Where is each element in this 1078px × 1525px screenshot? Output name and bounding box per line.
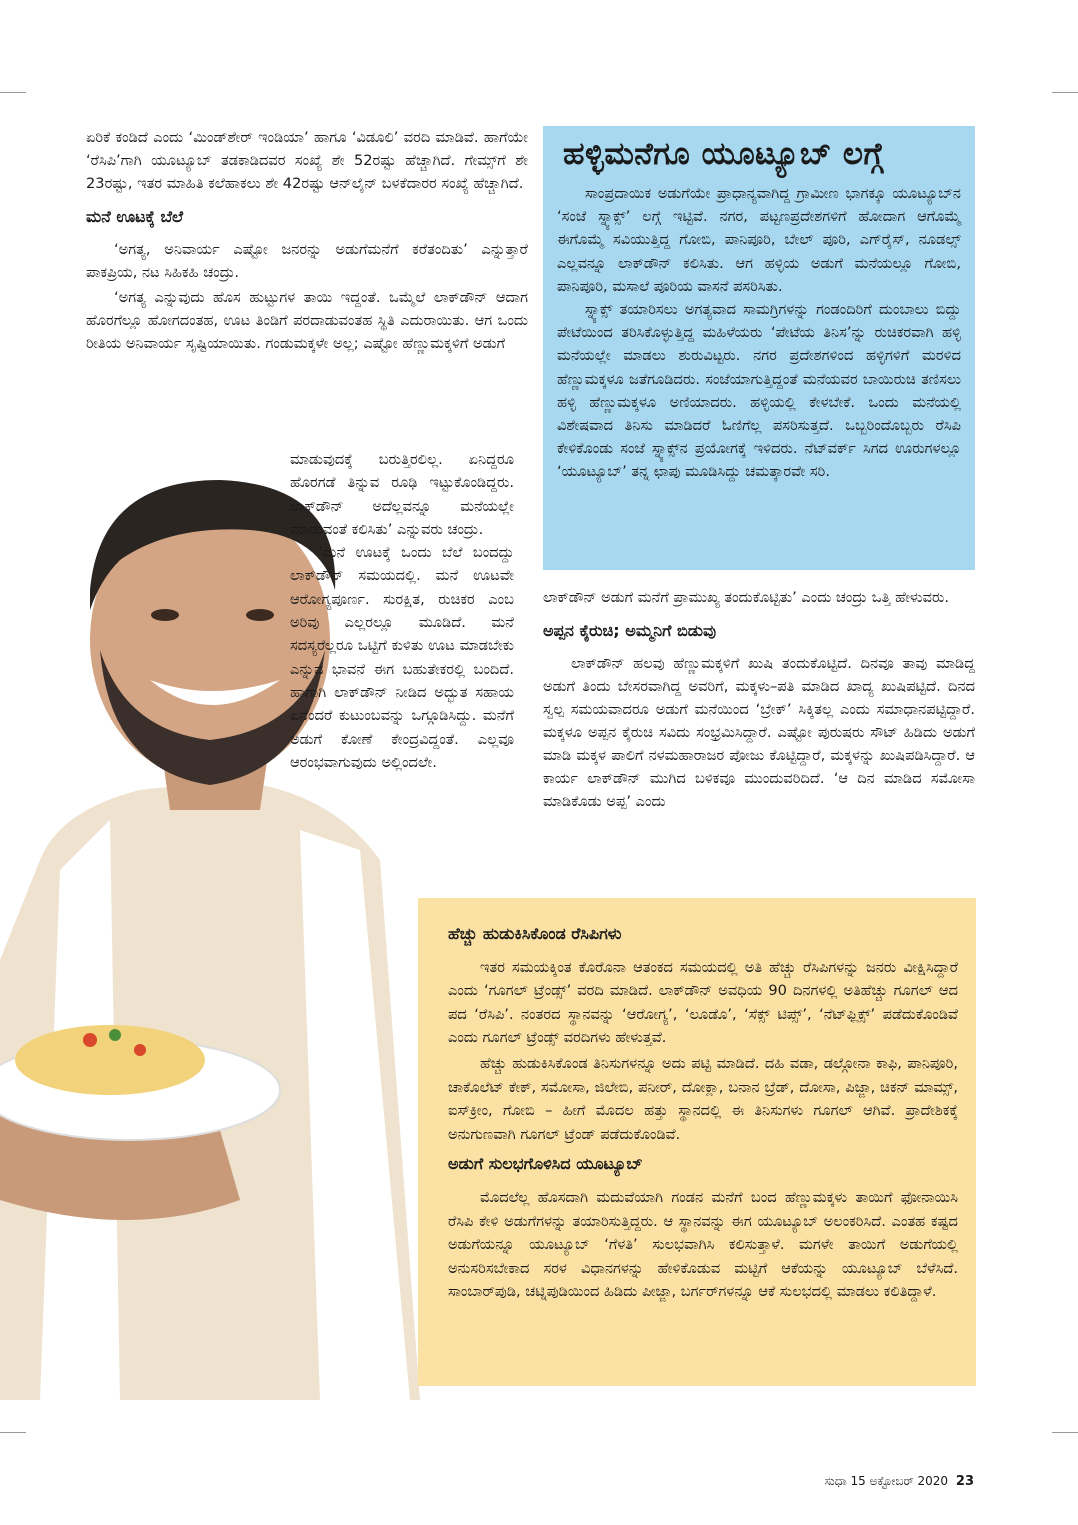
narrow-paragraph-2: ‘ಮನೆ ಊಟಕ್ಕೆ ಒಂದು ಬೆಲೆ ಬಂದದ್ದು ಲಾಕ್‌ಡೌನ್ ಸಮಯದಲ್ಲಿ. ಮನೆ ಊಟವೇ ಆರೋಗ್ಯಪೂರ್ಣ. ಸುರಕ್ಷಿತ, ರುಚಿಕರ ಎಂಬ ಅರಿವು ಎಲ್ಲರಲ್ಲೂ ಮೂಡಿದೆ. ಮನೆ ಸದಸ್ಯರೆಲ್ಲರೂ ಒಟ್ಟಿಗೆ ಕುಳಿತು ಊಟ ಮಾಡಬೇಕು ಎನ್ನುವ ಭಾವನೆ ಈಗ ಬಹುತೇಕರಲ್ಲಿ ಬಂದಿದೆ. ಹಾಗಾಗಿ ಲಾಕ್‌ಡೌನ್ ನೀಡಿದ ಅದ್ಭುತ ಸಹಾಯ ಏನೆಂದರೆ ಕುಟುಂಬವನ್ನು ಒಗ್ಗೂಡಿಸಿದ್ದು. ಮನೆಗೆ ಅಡುಗೆ ಕೋಣೆ ಕೇಂದ್ರವಿದ್ದಂತೆ. ಎಲ್ಲವೂ ಆರಂಭವಾಗುವುದು ಅಲ್ಲಿಂದಲೇ. <box>290 544 514 771</box>
crop-mark <box>0 92 26 93</box>
narrow-column <box>290 448 514 774</box>
left-column <box>86 126 528 357</box>
recipes-subheading-1: ಹೆಚ್ಚು ಹುಡುಕಿಸಿಕೊಂಡ ರೆಸಿಪಿಗಳು <box>448 924 622 943</box>
recipes-paragraph-2: ಹೆಚ್ಚು ಹುಡುಕಿಸಿಕೊಂಡ ತಿನಿಸುಗಳನ್ನೂ ಅದು ಪಟ್ಟಿ ಮಾಡಿದೆ. ದಹಿ ವಡಾ, ಡಲ್ಗೋನಾ ಕಾಫಿ, ಪಾನಿಪೂರಿ, ಚಾಕೊಲೆಟ್ ಕೇಕ್, ಸಮೋಸಾ, ಜಿಲೇಬಿ, ಪನೀರ್, ದೋಕ್ಲಾ, ಬನಾನ ಬ್ರೆಡ್, ದೋಸಾ, ಪಿಜ್ಜಾ, ಚಿಕನ್ ಮಾಮ್ಸ್, ಐಸ್‌ಕ್ರೀಂ, ಗೋಬಿ – ಹೀಗೆ ಮೊದಲ ಹತ್ತು ಸ್ಥಾನದಲ್ಲಿ ಈ ತಿನಿಸುಗಳು ಗೂಗಲ್ ಆಗಿವೆ. ಪ್ರಾದೇಶಿಕಕ್ಕೆ ಅನುಗುಣವಾಗಿ ಗೂಗಲ್ ಟ್ರೆಂಡ್ ಪಡೆದುಕೊಂಡಿವೆ. <box>448 1054 958 1143</box>
recipes-paragraph-1: ಇತರ ಸಮಯಕ್ಕಿಂತ ಕೊರೊನಾ ಆತಂಕದ ಸಮಯದಲ್ಲಿ ಅತಿ ಹೆಚ್ಚು ರೆಸಿಪಿಗಳನ್ನು ಜನರು ವೀಕ್ಷಿಸಿದ್ದಾರೆ ಎಂದು ‘ಗೂಗಲ್ ಟ್ರೆಂಡ್ಸ್’ ವರದಿ ಮಾಡಿದೆ. ಲಾಕ್‌ಡೌನ್ ಅವಧಿಯ 90 ದಿನಗಳಲ್ಲಿ ಅತಿಹೆಚ್ಚು ಗೂಗಲ್ ಆದ ಪದ ‘ರೆಸಿಪಿ’. ನಂತರದ ಸ್ಥಾನವನ್ನು ‘ಆರೋಗ್ಯ’, ‘ಲೂಡೊ’, ‘ಸೆಕ್ಸ್ ಟಿಪ್ಸ್’, ‘ನೆಟ್‌ಫ್ಲಿಕ್ಸ್’ ಪಡೆದುಕೊಂಡಿವೆ ಎಂದು ಗೂಗಲ್ ಟ್ರೆಂಡ್ಸ್ ವರದಿಗಳು ಹೇಳುತ್ತವೆ. <box>448 958 958 1047</box>
box-body <box>557 182 961 484</box>
page-number: 23 <box>955 1474 974 1489</box>
crop-mark <box>0 1432 26 1433</box>
right-paragraph-2: ಲಾಕ್‌ಡೌನ್ ಹಲವು ಹೆಣ್ಣುಮಕ್ಕಳಿಗೆ ಖುಷಿ ತಂದುಕೊಟ್ಟಿದೆ. ದಿನವೂ ತಾವು ಮಾಡಿದ್ದ ಅಡುಗೆ ತಿಂದು ಬೇಸರವಾಗಿದ್ದ ಅವರಿಗೆ, ಮಕ್ಕಳು–ಪತಿ ಮಾಡಿದ ಖಾದ್ಯ ಖುಷಿಪಟ್ಟಿದೆ. ದಿನದ ಸ್ವಲ್ಪ ಸಮಯವಾದರೂ ಅಡುಗೆ ಮನೆಯಿಂದ ‘ಬ್ರೇಕ್’ ಸಿಕ್ಕಿತಲ್ಲ ಎಂದು ಸಮಾಧಾನಪಟ್ಟಿದ್ದಾರೆ. ಮಕ್ಕಳೂ ಅಪ್ಪನ ಕೈರುಚಿ ಸವಿದು ಸಂಭ್ರಮಿಸಿದ್ದಾರೆ. ಎಷ್ಟೋ ಪುರುಷರು ಸೌಟ್ ಹಿಡಿದು ಅಡುಗೆ ಮಾಡಿ ಮಕ್ಕಳ ಪಾಲಿಗೆ ನಳಮಹಾರಾಜರ ಪೋಜು ಕೊಟ್ಟಿದ್ದಾರೆ, ಮಕ್ಕಳನ್ನು ಖುಷಿಪಡಿಸಿದ್ದಾರೆ. ಆ ಕಾರ್ಯ ಲಾಕ್‌ಡೌನ್ ಮುಗಿದ ಬಳಿಕವೂ ಮುಂದುವರಿದಿದೆ. ‘ಆ ದಿನ ಮಾಡಿದ ಸಮೋಸಾ ಮಾಡಿಕೊಡು ಅಪ್ಪ’ ಎಂದು <box>543 655 975 810</box>
tomato-shape <box>134 1044 146 1056</box>
recipes-paragraph-3: ಮೊದಲೆಲ್ಲ ಹೊಸದಾಗಿ ಮದುವೆಯಾಗಿ ಗಂಡನ ಮನೆಗೆ ಬಂದ ಹೆಣ್ಣುಮಕ್ಕಳು ತಾಯಿಗೆ ಫೋನಾಯಿಸಿ ರೆಸಿಪಿ ಕೇಳಿ ಅಡುಗೆಗಳನ್ನು ತಯಾರಿಸುತ್ತಿದ್ದರು. ಆ ಸ್ಥಾನವನ್ನು ಈಗ ಯೂಟ್ಯೂಬ್ ಅಲಂಕರಿಸಿದೆ. ಎಂತಹ ಕಷ್ಟದ ಅಡುಗೆಯನ್ನೂ ಯೂಟ್ಯೂಬ್ ‘ಗೆಳತಿ’ ಸುಲಭವಾಗಿಸಿ ಕಲಿಸುತ್ತಾಳೆ. ಮಗಳೇ ತಾಯಿಗೆ ಅಡುಗೆಯಲ್ಲಿ ಅನುಸರಿಸಬೇಕಾದ ಸರಳ ವಿಧಾನಗಳನ್ನು ಹೇಳಿಕೊಡುವ ಮಟ್ಟಿಗೆ ಆಕೆಯನ್ನು ಯೂಟ್ಯೂಬ್ ಬೆಳೆಸಿದೆ. ಸಾಂಬಾರ್‌ಪುಡಿ, ಚಟ್ನಿಪುಡಿಯಿಂದ ಹಿಡಿದು ಪೀಜ್ಜಾ, ಬರ್ಗರ್‌ಗಳನ್ನೂ ಆಕೆ ಸುಲಭದಲ್ಲಿ ಮಾಡಲು ಕಲಿತಿದ್ದಾಳೆ. <box>448 1188 958 1301</box>
narrow-paragraph-1: ಮಾಡುವುದಕ್ಕೆ ಬರುತ್ತಿರಲಿಲ್ಲ. ಏನಿದ್ದರೂ ಹೊರಗಡೆ ತಿನ್ನುವ ರೂಢಿ ಇಟ್ಟುಕೊಂಡಿದ್ದರು. ಲಾಕ್‌ಡೌನ್ ಅದೆಲ್ಲವನ್ನೂ ಮನೆಯಲ್ಲೇ ಮಾಡುವಂತೆ ಕಲಿಸಿತು’ ಎನ್ನುವರು ಚಂದ್ರು. <box>290 451 514 538</box>
left-paragraph-2: ‘ಅಗತ್ಯ, ಅನಿವಾರ್ಯ ಎಷ್ಟೋ ಜನರನ್ನು ಅಡುಗೆಮನೆಗೆ ಕರೆತಂದಿತು’ ಎನ್ನುತ್ತಾರೆ ಪಾಕಪ್ರಿಯ, ನಟ ಸಿಹಿಕಹಿ ಚಂದ್ರು. <box>86 241 528 281</box>
herb-shape <box>109 1029 121 1041</box>
village-youtube-box <box>543 126 975 570</box>
crop-mark <box>1052 1432 1078 1433</box>
right-subheading: ಅಪ್ಪನ ಕೈರುಚಿ; ಅಮ್ಮನಿಗೆ ಬಿಡುವು <box>543 621 717 640</box>
right-paragraph-1: ಲಾಕ್‌ಡೌನ್ ಅಡುಗೆ ಮನೆಗೆ ಪ್ರಾಮುಖ್ಯ ತಂದುಕೊಟ್ಟಿತು’ ಎಂದು ಚಂದ್ರು ಒತ್ತಿ ಹೇಳುವರು. <box>543 589 949 606</box>
eye-left <box>151 609 179 621</box>
recipes-subheading-2: ಅಡುಗೆ ಸುಲಭಗೊಳಿಸಿದ ಯೂಟ್ಯೂಬ್ <box>448 1154 643 1174</box>
recipes-box-body <box>448 916 958 1306</box>
right-column <box>543 586 975 815</box>
box-paragraph-2: ಸ್ನ್ಯಾಕ್ಸ್ ತಯಾರಿಸಲು ಅಗತ್ಯವಾದ ಸಾಮಗ್ರಿಗಳನ್ನು ಗಂಡಂದಿರಿಗೆ ದುಂಬಾಲು ಬಿದ್ದು ಪೇಟೆಯಿಂದ ತರಿಸಿಕೊಳ್ಳುತ್ತಿದ್ದ ಮಹಿಳೆಯರು ‘ಪೇಟೆಯ ತಿನಿಸ’ನ್ನು ರುಚಿಕರವಾಗಿ ಹಳ್ಳಿ ಮನೆಯಲ್ಲೇ ಮಾಡಲು ಶುರುವಿಟ್ಟರು. ನಗರ ಪ್ರದೇಶಗಳಿಂದ ಹಳ್ಳಿಗಳಿಗೆ ಮರಳಿದ ಹೆಣ್ಣುಮಕ್ಕಳೂ ಜತೆಗೂಡಿದರು. ಸಂಜೆಯಾಗುತ್ತಿದ್ದಂತೆ ಮನೆಯವರ ಬಾಯಿರುಚಿ ತಣಿಸಲು ಹಳ್ಳಿ ಹೆಣ್ಣುಮಕ್ಕಳೂ ಅಣಿಯಾದರು. ಹಳ್ಳಿಯಲ್ಲಿ ಕೇಳಬೇಕೆ. ಒಂದು ಮನೆಯಲ್ಲಿ ವಿಶೇಷವಾದ ತಿನಿಸು ಮಾಡಿದರೆ ಓಣಿಗೆಲ್ಲ ಪಸರಿಸುತ್ತದೆ. ಒಬ್ಬರಿಂದೊಬ್ಬರು ರೆಸಿಪಿ ಕೇಳಿಕೊಂಡು ಸಂಜೆ ಸ್ನ್ಯಾಕ್ಸ್‌ನ ಪ್ರಯೋಗಕ್ಕೆ ಇಳಿದರು. ನೆಟ್‌ವರ್ಕ್ ಸಿಗದ ಊರುಗಳಲ್ಲೂ ‘ಯೂಟ್ಯೂಬ್’ ತನ್ನ ಛಾಪು ಮೂಡಿಸಿದ್ದು ಚಮತ್ಕಾರವೇ ಸರಿ. <box>557 301 961 481</box>
left-top-paragraph: ಏರಿಕೆ ಕಂಡಿದೆ ಎಂದು ‘ಮಿಂಡ್‌ಶೇರ್ ಇಂಡಿಯಾ’ ಹಾಗೂ ‘ವಿಡೂಲಿ’ ವರದಿ ಮಾಡಿವೆ. ಹಾಗೆಯೇ ‘ರೆಸಿಪಿ’ಗಾಗಿ ಯೂಟ್ಯೂಬ್ ತಡಕಾಡಿದವರ ಸಂಖ್ಯೆ ಶೇ 52ರಷ್ಟು ಹೆಚ್ಚಾಗಿದೆ. ಗೇಮ್ಸ್‌ಗೆ ಶೇ 23ರಷ್ಟು, ಇತರ ಮಾಹಿತಿ ಕಲೆಹಾಕಲು ಶೇ 42ರಷ್ಟು ಆನ್‌ಲೈನ್ ಬಳಕೆದಾರರ ಸಂಖ್ಯೆ ಹೆಚ್ಚಾಗಿದೆ. <box>86 129 528 192</box>
tomato-shape <box>83 1033 97 1047</box>
page-footer <box>825 1474 974 1489</box>
left-subheading: ಮನೆ ಊಟಕ್ಕೆ ಬೆಲೆ <box>86 207 184 226</box>
crop-mark <box>1052 92 1078 93</box>
eye-right <box>246 609 274 621</box>
box-paragraph-1: ಸಾಂಪ್ರದಾಯಿಕ ಅಡುಗೆಯೇ ಪ್ರಾಧಾನ್ಯವಾಗಿದ್ದ ಗ್ರಾಮೀಣ ಭಾಗಕ್ಕೂ ಯೂಟ್ಯೂಬ್‌ನ ‘ಸಂಜೆ ಸ್ನ್ಯಾಕ್ಸ್’ ಲಗ್ಗೆ ಇಟ್ಟಿವೆ. ನಗರ, ಪಟ್ಟಣಪ್ರದೇಶಗಳಿಗೆ ಹೋದಾಗ ಆಗೊಮ್ಮೆ ಈಗೊಮ್ಮೆ ಸವಿಯುತ್ತಿದ್ದ ಗೋಬಿ, ಪಾನಿಪೂರಿ, ಬೇಲ್ ಪೂರಿ, ಎಗ್‌ರೈಸ್, ನೂಡಲ್ಸ್ ಎಲ್ಲವನ್ನೂ ಲಾಕ್‌ಡೌನ್ ಕಲಿಸಿತು. ಆಗ ಹಳ್ಳಿಯ ಅಡುಗೆ ಮನೆಯಲ್ಲೂ ಗೋಬಿ, ಪಾನಿಪೂರಿ, ಮಸಾಲೆ ಪೂರಿಯ ವಾಸನೆ ಪಸರಿಸಿತು. <box>557 185 961 295</box>
footer-text: ಸುಧಾ 15 ಅಕ್ಟೋಬರ್ 2020 <box>824 1474 949 1488</box>
recipes-box <box>418 898 976 1386</box>
box-title: ಹಳ್ಳಿಮನೆಗೂ ಯೂಟ್ಯೂಬ್ ಲಗ್ಗೆ <box>563 136 884 172</box>
left-paragraph-3: ‘ಅಗತ್ಯ ಎನ್ನುವುದು ಹೊಸ ಹುಟ್ಟುಗಳ ತಾಯಿ ಇದ್ದಂತೆ. ಒಮ್ಮೆಲೆ ಲಾಕ್‌ಡೌನ್ ಆದಾಗ ಹೊರಗೆಲ್ಲೂ ಹೋಗದಂತಹ, ಊಟ ತಿಂಡಿಗೆ ಪರದಾಡುವಂತಹ ಸ್ಥಿತಿ ಎದುರಾಯಿತು. ಆಗ ಒಂದು ರೀತಿಯ ಅನಿವಾರ್ಯ ಸೃಷ್ಟಿಯಾಯಿತು. ಗಂಡುಮಕ್ಕಳೇ ಅಲ್ಲ; ಎಷ್ಟೋ ಹೆಣ್ಣುಮಕ್ಕಳಿಗೆ ಅಡುಗೆ <box>86 289 528 352</box>
